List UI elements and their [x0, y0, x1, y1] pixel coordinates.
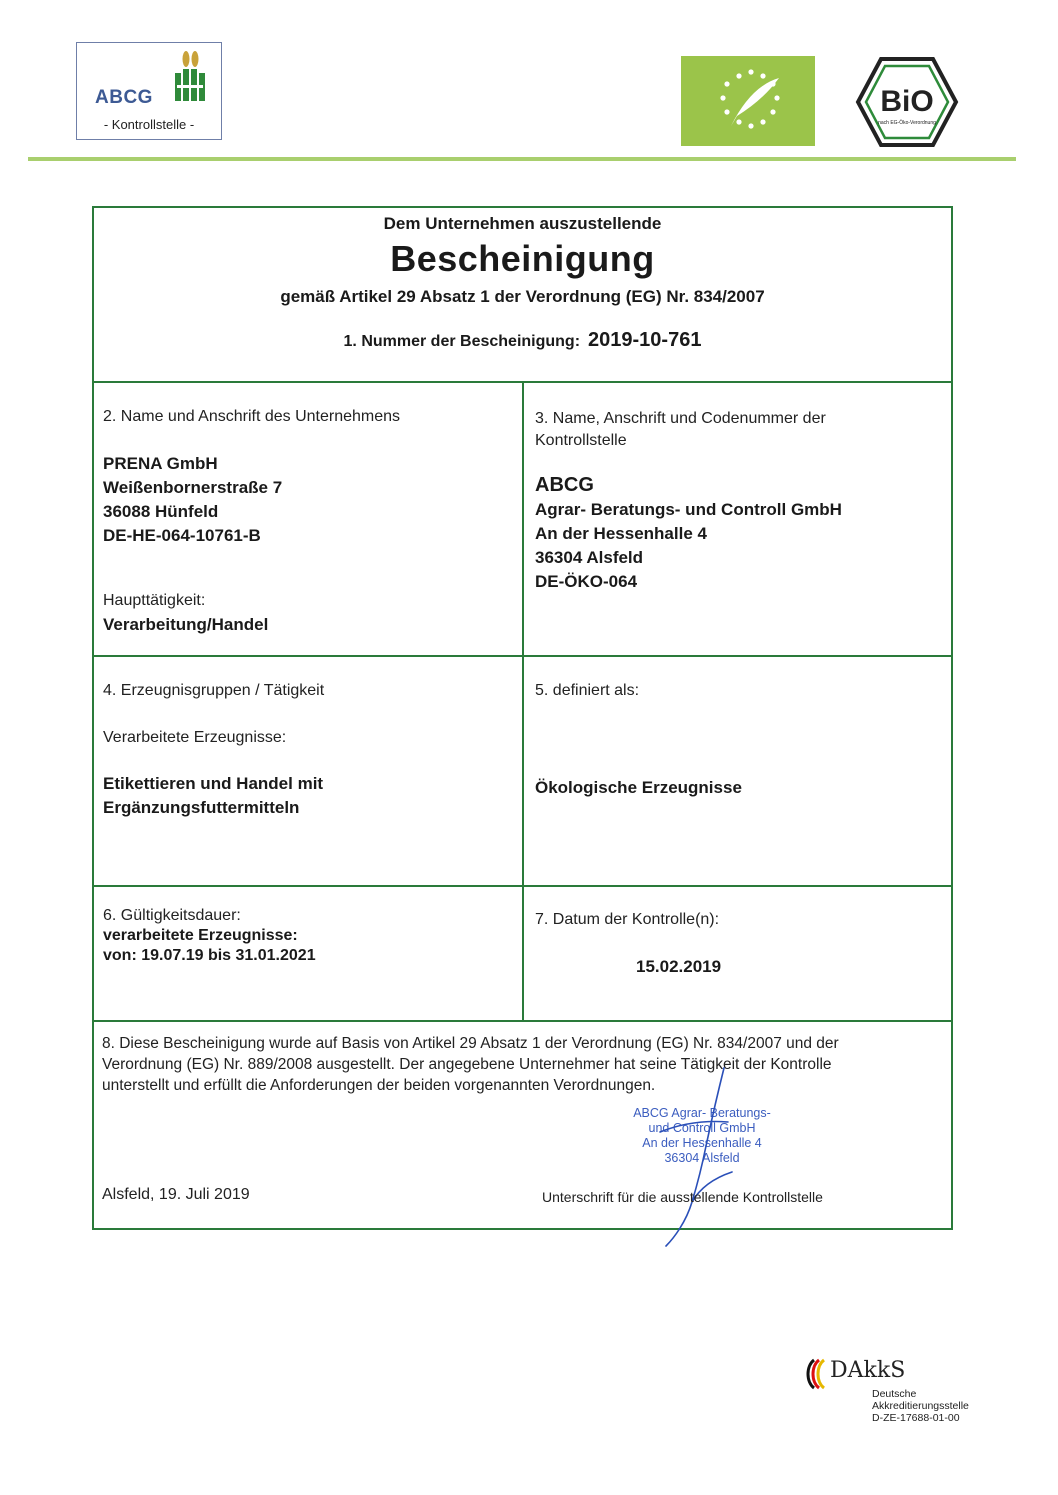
section5-label: 5. definiert als:: [535, 682, 640, 699]
eu-organic-leaf-logo: [681, 56, 815, 146]
wheat-icon: [173, 51, 209, 103]
product-activity-line2: Ergänzungsfuttermitteln: [103, 798, 300, 817]
stamp-line2: und Controll GmbH: [648, 1121, 756, 1135]
inspection-date: 15.02.2019: [636, 957, 722, 976]
product-activity: [103, 772, 323, 820]
product-group: Verarbeitete Erzeugnisse:: [103, 729, 287, 746]
main-activity-value: Verarbeitung/Handel: [103, 615, 269, 634]
certificate-number-value: 2019-10-761: [588, 329, 702, 351]
abcg-logo-subtitle: - Kontrollstelle -: [103, 117, 195, 132]
dakks-line3: D-ZE-17688-01-00: [872, 1412, 960, 1424]
section8-line3: unterstellt und erfüllt die Anforderungen der beiden vorgenannten Verordnungen.: [102, 1077, 656, 1094]
section3-label-line2: Kontrollstelle: [535, 432, 627, 449]
place-and-date: Alsfeld, 19. Juli 2019: [102, 1186, 250, 1203]
certificate-number-label: 1. Nummer der Bescheinigung:: [343, 333, 581, 350]
control-body-street: An der Hessenhalle 4: [535, 524, 707, 543]
dakks-flag-icon: [800, 1358, 828, 1390]
control-body-fullname: Agrar- Beratungs- und Controll GmbH: [535, 500, 842, 519]
validity-dates: von: 19.07.19 bis 31.01.2021: [103, 947, 316, 964]
validity-scope: verarbeitete Erzeugnisse:: [103, 927, 298, 944]
section7-label: 7. Datum der Kontrolle(n):: [535, 911, 720, 928]
section8-statement: [102, 1033, 942, 1096]
product-definition: Ökologische Erzeugnisse: [535, 778, 742, 797]
certificate-title: Bescheinigung: [390, 238, 655, 279]
section8-line1: 8. Diese Bescheinigung wurde auf Basis von Artikel 29 Absatz 1 der Verordnung (EG) Nr. 834/2007 und der: [102, 1035, 839, 1052]
svg-text:nach EG-Öko-Verordnung: nach EG-Öko-Verordnung: [878, 120, 936, 126]
handwritten-signature: [640, 1062, 760, 1252]
bio-seal-logo: [855, 56, 959, 148]
dakks-line1: Deutsche: [872, 1388, 917, 1400]
control-body-city: 36304 Alsfeld: [535, 548, 644, 567]
svg-text:BiO: BiO: [880, 85, 934, 118]
abcg-logo-name: ABCG: [95, 87, 153, 108]
section3-label: [535, 408, 826, 452]
section4-label: 4. Erzeugnisgruppen / Tätigkeit: [103, 682, 325, 699]
dakks-line2: Akkreditierungsstelle: [872, 1400, 969, 1412]
operator-city: 36088 Hünfeld: [103, 502, 219, 521]
column-divider: [522, 382, 524, 1021]
operator-code: DE-HE-064-10761-B: [103, 526, 261, 545]
section3-label-line1: 3. Name, Anschrift und Codenummer der: [535, 410, 826, 427]
signature-label: Unterschrift für die ausstellende Kontrollstelle: [542, 1189, 823, 1205]
dakks-brand: DAkkS: [830, 1358, 906, 1383]
control-body-name: ABCG: [535, 474, 594, 496]
product-activity-line1: Etikettieren und Handel mit: [103, 774, 324, 793]
control-body-address: [535, 472, 842, 594]
header-divider: [28, 157, 1016, 161]
validity-period: [103, 906, 316, 966]
stamp-line4: 36304 Alsfeld: [664, 1151, 740, 1165]
operator-name: PRENA GmbH: [103, 454, 218, 473]
operator-street: Weißenbornerstraße 7: [103, 478, 283, 497]
section8-line2: Verordnung (EG) Nr. 889/2008 ausgestellt. Der angegebene Unternehmer hat seine Tätigkeit der Kontrolle: [102, 1056, 832, 1073]
certificate-preheading: Dem Unternehmen auszustellende: [383, 214, 662, 233]
stamp-line3: An der Hessenhalle 4: [642, 1136, 762, 1150]
certificate-number: [92, 329, 953, 352]
stamp-line1: ABCG Agrar- Beratungs-: [633, 1106, 771, 1120]
main-activity-label: Haupttätigkeit:: [103, 592, 206, 609]
abcg-logo: [76, 42, 222, 140]
section6-label: 6. Gültigkeitsdauer:: [103, 907, 241, 924]
section2-label: 2. Name und Anschrift des Unternehmens: [103, 408, 401, 425]
certificate-legal-basis: gemäß Artikel 29 Absatz 1 der Verordnung (EG) Nr. 834/2007: [280, 287, 765, 306]
control-body-code: DE-ÖKO-064: [535, 572, 638, 591]
dakks-details: [872, 1388, 969, 1424]
operator-address: [103, 452, 282, 548]
